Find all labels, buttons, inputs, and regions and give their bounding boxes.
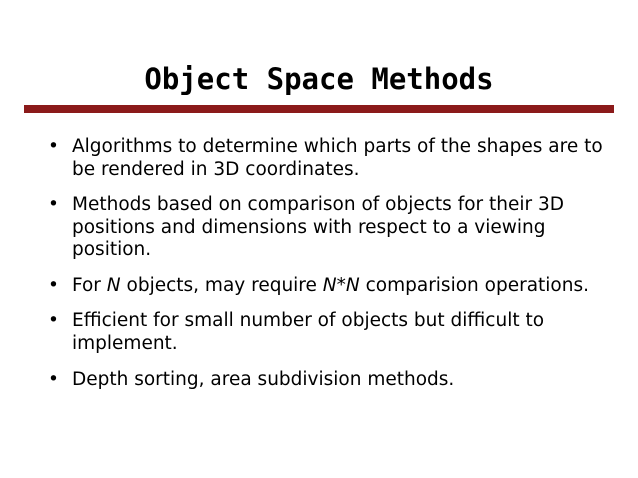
- bullet-text: Methods based on comparison of objects for their 3D positions and dimensions with respect to a viewing position.: [72, 194, 565, 260]
- bullet-text-part: comparision operations.: [359, 274, 589, 296]
- bullet-dot-icon: •: [48, 310, 59, 331]
- slide-title: Object Space Methods: [144, 62, 494, 96]
- bullet-dot-icon: •: [48, 274, 59, 296]
- bullet-text: Algorithms to determine which parts of the shapes are to be rendered in 3D coordinates.: [72, 136, 603, 180]
- bullet-text: Efficient for small number of objects but difficult to implement.: [72, 310, 545, 354]
- bullet-item: [48, 275, 608, 298]
- bullet-dot-icon: •: [48, 194, 59, 215]
- bullet-item: [48, 136, 608, 181]
- bullet-item: [48, 369, 608, 392]
- bullet-text: Depth sorting, area subdivision methods.: [72, 369, 455, 390]
- bullet-dot-icon: •: [48, 136, 59, 157]
- bullet-text-part: For: [72, 274, 107, 296]
- bullet-text-italic: N: [106, 274, 121, 296]
- bullet-item: [48, 194, 608, 262]
- bullet-item: [48, 310, 608, 355]
- bullet-text-part: objects, may require: [120, 274, 323, 296]
- bullet-list: [48, 136, 608, 405]
- title-underline-bar: [24, 105, 614, 113]
- bullet-text-italic: N*N: [322, 274, 360, 296]
- bullet-dot-icon: •: [48, 369, 59, 390]
- bullet-text: [72, 275, 589, 296]
